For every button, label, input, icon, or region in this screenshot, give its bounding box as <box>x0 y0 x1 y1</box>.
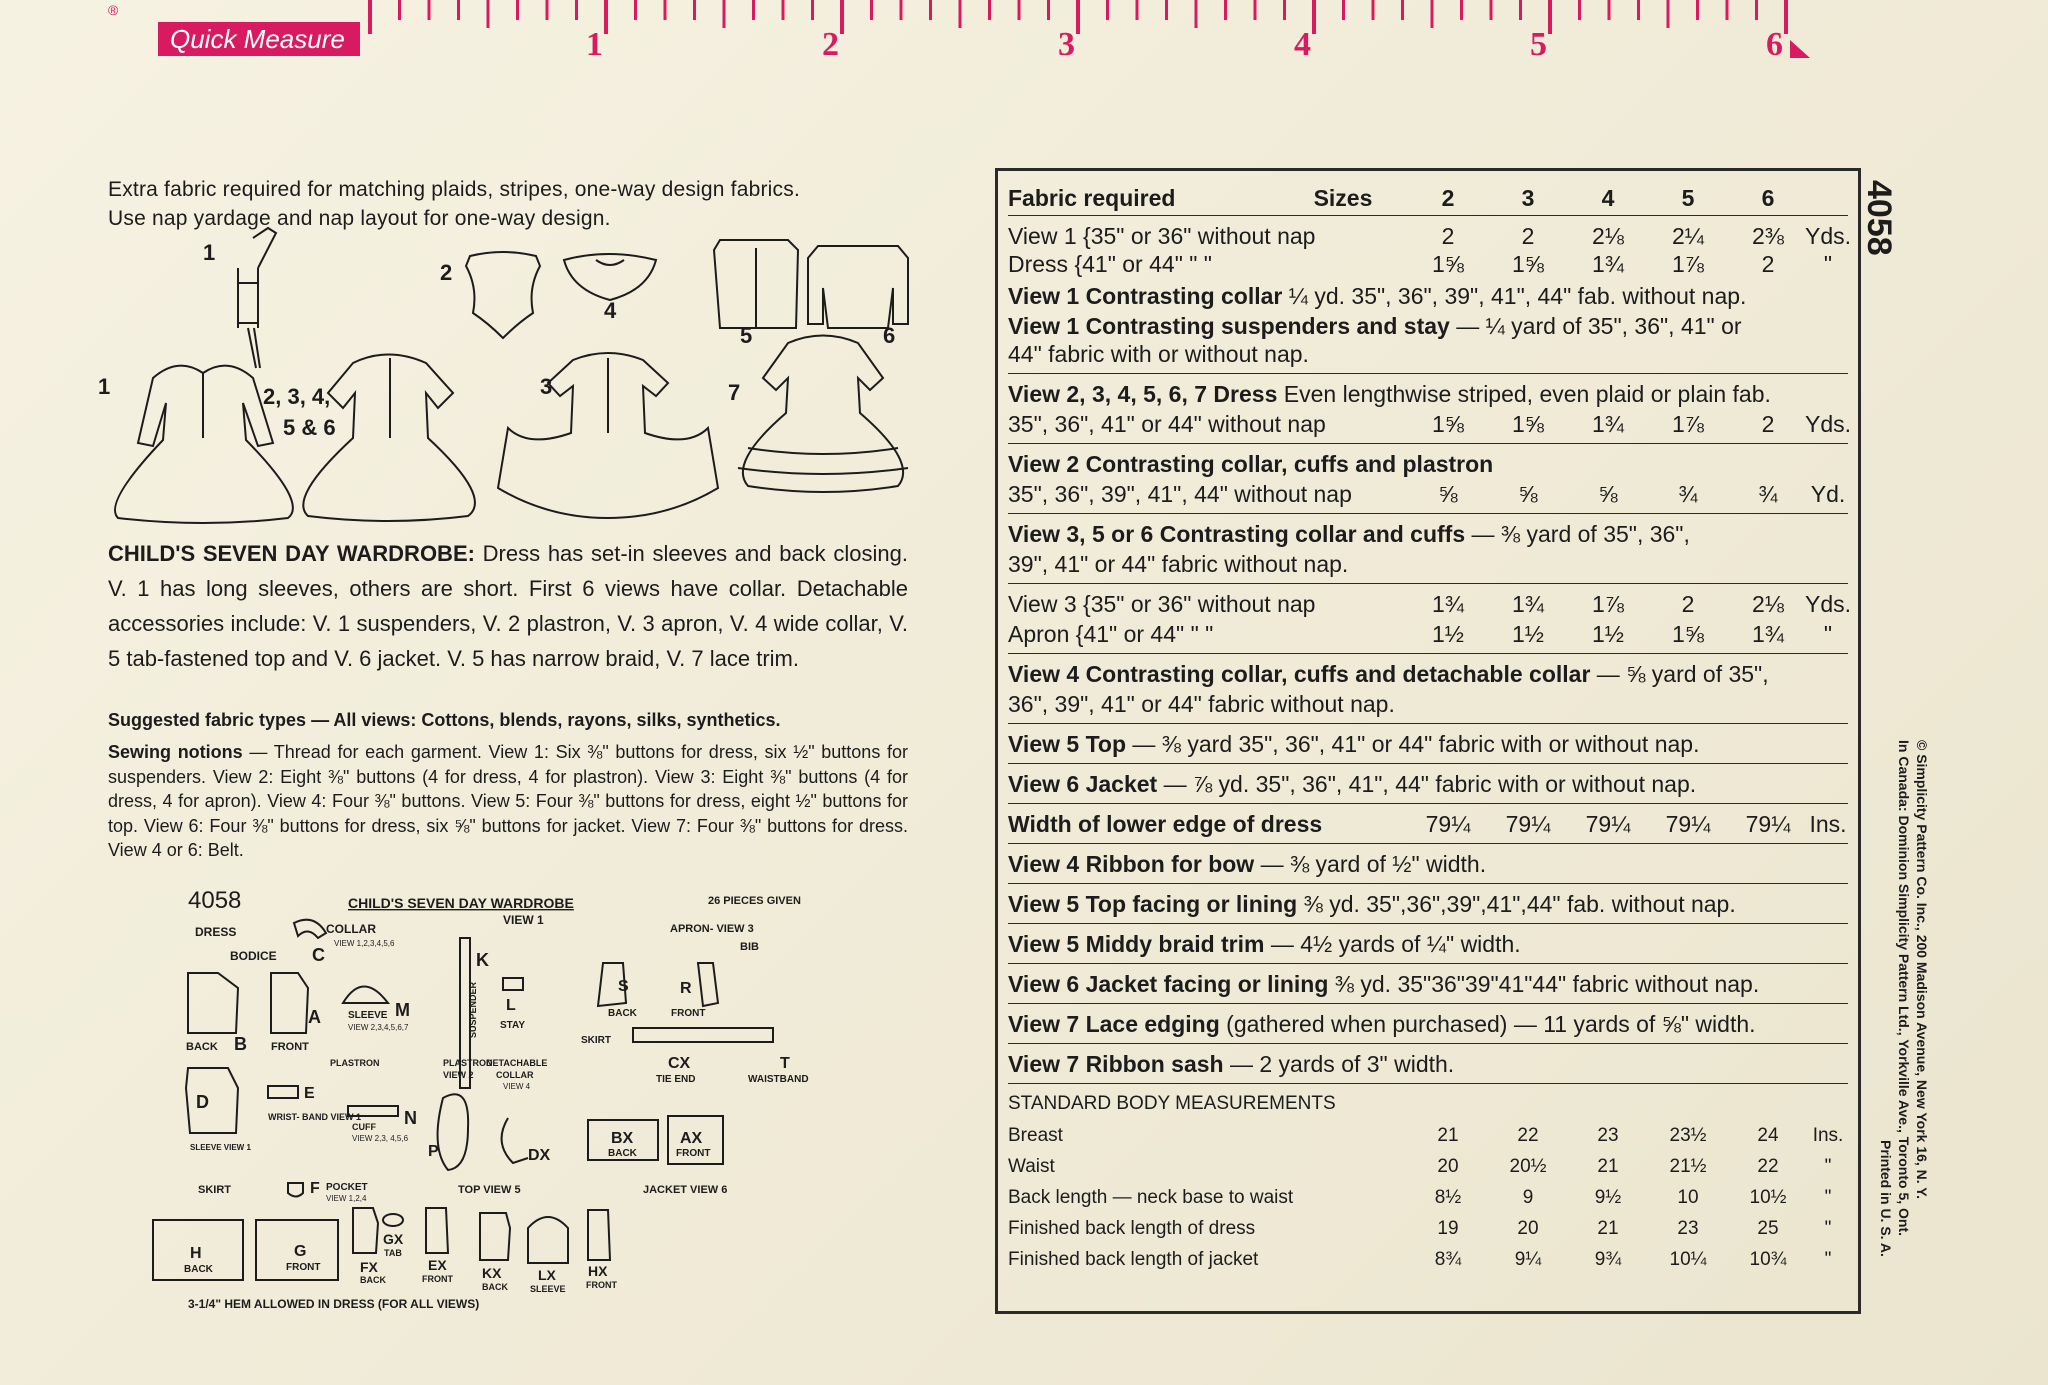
collar-views: VIEW 1,2,3,4,5,6 <box>334 939 395 948</box>
bodice-back-label: BACK <box>186 1041 218 1053</box>
v1-dress-b-label: Dress {41" or 44" " " <box>1008 251 1212 277</box>
apron-label: APRON- VIEW 3 <box>670 923 754 935</box>
breast-val-5: 23½ <box>1669 1125 1707 1146</box>
stay-piece <box>503 978 523 990</box>
top-front-label: FRONT <box>422 1274 453 1284</box>
bodice-b-letter: B <box>234 1034 247 1054</box>
back-len-val-6: 10½ <box>1749 1187 1787 1208</box>
illus-label-7: 7 <box>728 380 741 405</box>
pieces-pattern-number: 4058 <box>188 887 242 914</box>
illus-label-2-6: 2, 3, 4, <box>263 384 331 409</box>
body-title: STANDARD BODY MEASUREMENTS <box>1008 1093 1336 1114</box>
intro-line-2: Use nap yardage and nap layout for one-way design. <box>108 207 611 230</box>
collar-label: COLLAR <box>326 922 376 936</box>
v1b-val-3: 1⅝ <box>1512 251 1544 277</box>
ruler-ticks <box>370 0 1786 34</box>
bib-r-letter: R <box>680 980 692 997</box>
ruler-num-1: 1 <box>586 26 603 63</box>
fabric-types <box>108 708 908 732</box>
v2c-val-4: ⅝ <box>1598 481 1618 507</box>
header-size-3: 3 <box>1521 185 1535 211</box>
bodice-back-piece <box>188 973 238 1033</box>
jacket-front-label: FRONT <box>586 1280 617 1290</box>
pieces-dress: DRESS <box>195 925 237 939</box>
v3a-val-4: 1⅞ <box>1592 591 1624 617</box>
back-len-val-4: 9½ <box>1594 1187 1622 1208</box>
jacket-hx-letter: HX <box>588 1263 608 1279</box>
sleeve-v1-piece <box>186 1068 238 1133</box>
v3b-unit: " <box>1823 621 1833 647</box>
v3a-val-6: 2⅛ <box>1752 591 1784 617</box>
pieces-bodice: BODICE <box>230 949 277 963</box>
v4-text-2: 36", 39", 41" or 44" fabric without nap. <box>1008 691 1395 717</box>
view-illustrations <box>98 228 908 528</box>
jacket-back-label: BACK <box>482 1282 508 1292</box>
fin-dress-val-3: 20 <box>1517 1218 1539 1239</box>
skirt-label: SKIRT <box>198 1184 231 1196</box>
tie-end-label: TIE END <box>656 1074 696 1085</box>
fin-jacket-val-5: 10¼ <box>1669 1249 1707 1270</box>
v6-text: — ⅞ yd. 35", 36", 41", 44" fabric with or without nap. <box>1157 771 1697 797</box>
quick-measure-ruler <box>150 0 1850 70</box>
waist-unit: " <box>1824 1156 1832 1177</box>
illus-label-6: 6 <box>883 323 896 348</box>
v356-label: View 3, 5 or 6 Contrasting collar and cuffs <box>1008 521 1466 547</box>
sleeve-m-letter: M <box>395 1000 410 1020</box>
waist-val-2: 20 <box>1437 1156 1459 1177</box>
v1a-val-2: 2 <box>1441 223 1455 249</box>
description-text: Dress has set-in sleeves and back closing. V. 1 has long sleeves, others are short. First 6 views have collar. Detachable accessories include: V. 1 suspenders, V. 2 plastron, V. 3 apron, V. 4 wide collar, V. 5 tab-fastened top and V. 6 jacket. V. 5 has narrow braid, V. 7 lace trim. <box>108 541 908 671</box>
skirt-h-letter: H <box>190 1245 202 1262</box>
waistband-label: WAISTBAND <box>748 1074 809 1085</box>
registered-mark: ® <box>108 2 119 18</box>
sewing-notions <box>108 740 908 863</box>
jacket-sleeve-label: SLEEVE <box>530 1284 566 1294</box>
wide-collar-illustration <box>564 254 656 300</box>
tie-cx-letter: CX <box>668 1055 691 1072</box>
header-size-6: 6 <box>1761 185 1775 211</box>
waist-val-3: 20½ <box>1509 1156 1547 1177</box>
stay-label: STAY <box>500 1020 526 1031</box>
plastron-p-letter: P <box>428 1143 439 1160</box>
jacket-view6-label: JACKET VIEW 6 <box>643 1184 728 1196</box>
sewing-notions-text: — Thread for each garment. View 1: Six ⅜" buttons for dress, six ½" buttons for suspenders. View 2: Eight ⅜" buttons (4 for dress, 4 for plastron). View 3: Eight ⅜" buttons (4 for dress, 4 for apron). View 4: Four ⅜" buttons. View 5: Four ⅜" buttons for dress, eight ½" buttons for top. View 6: Four ⅜" buttons for dress, six ⅝" buttons for jacket. View 7: Four ⅜" buttons for dress. View 4 or 6: Belt. <box>108 742 909 860</box>
v2d-val-2: 1⅝ <box>1432 411 1464 437</box>
v2-dress-text: Even lengthwise striped, even plaid or plain fab. <box>1277 381 1771 407</box>
apron-bx-letter: BX <box>611 1130 634 1147</box>
sleeve-label: SLEEVE <box>348 1010 388 1021</box>
top-fx-letter: FX <box>360 1259 378 1275</box>
v7-lace-label: View 7 Lace edging <box>1008 1011 1220 1037</box>
v6-label: View 6 Jacket <box>1008 771 1158 797</box>
copyright-line-1: © Simplicity Pattern Co. Inc., 200 Madison Avenue, New York 16, N. Y. <box>1914 740 1930 1199</box>
v3b-val-3: 1½ <box>1512 621 1544 647</box>
fin-jacket-unit: " <box>1824 1249 1832 1270</box>
v6-facing-text: ⅜ yd. 35"36"39"41"44" fabric without nap. <box>1328 971 1760 997</box>
v5-braid-text: — 4½ yards of ¼" width. <box>1264 931 1521 957</box>
pieces-given: 26 PIECES GIVEN <box>708 895 801 907</box>
back-len-val-5: 10 <box>1677 1187 1699 1208</box>
collar-letter: C <box>312 945 325 965</box>
v2d-val-5: 1⅞ <box>1672 411 1704 437</box>
jacket-sleeve-piece <box>528 1217 568 1263</box>
sleeve-v1-label: SLEEVE VIEW 1 <box>190 1143 251 1152</box>
v5-braid-label: View 5 Middy braid trim <box>1008 931 1265 957</box>
detachable-collar-piece <box>502 1118 528 1163</box>
dress-3-apron-illustration <box>498 353 718 518</box>
breast-val-6: 24 <box>1757 1125 1779 1146</box>
back-len-val-3: 9 <box>1522 1187 1534 1208</box>
width-val-6: 79¼ <box>1745 811 1791 837</box>
plastron-label: PLASTRON <box>330 1058 380 1068</box>
intro-text <box>108 175 908 233</box>
v2-collar2-label: 35", 36", 39", 41", 44" without nap <box>1008 481 1352 507</box>
v2d-unit: Yds. <box>1804 411 1852 437</box>
v2c-unit: Yd. <box>1810 481 1846 507</box>
dress-7-illustration <box>738 336 908 493</box>
v7-lace-text: (gathered when purchased) — 11 yards of ⅝" width. <box>1219 1011 1756 1037</box>
detachable-label: DETACHABLE <box>486 1058 548 1068</box>
v3b-val-6: 1¾ <box>1752 621 1784 647</box>
plastron-label-2: PLASTRON <box>443 1058 493 1068</box>
cuff-n-letter: N <box>404 1108 417 1128</box>
v2c-val-2: ⅝ <box>1438 481 1458 507</box>
pattern-pieces-diagram <box>108 888 868 1318</box>
pattern-number-vertical <box>1858 180 1904 300</box>
back-len-unit: " <box>1824 1187 1832 1208</box>
v1a-val-3: 2 <box>1521 223 1535 249</box>
breast-val-4: 23 <box>1597 1125 1619 1146</box>
collar-piece <box>294 920 326 938</box>
breast-unit: Ins. <box>1812 1125 1844 1146</box>
bib-back-label: BACK <box>608 1008 637 1019</box>
collar-dx-letter: DX <box>528 1147 551 1164</box>
v1b-val-6: 2 <box>1761 251 1775 277</box>
top-front-piece <box>426 1208 448 1253</box>
fin-jacket-val-2: 8¾ <box>1434 1249 1462 1270</box>
top-illustration <box>714 240 798 328</box>
v1-susp-label: View 1 Contrasting suspenders and stay <box>1008 313 1450 339</box>
v2c-val-3: ⅝ <box>1518 481 1538 507</box>
v1b-val-5: 1⅞ <box>1672 251 1704 277</box>
v1a-val-5: 2¼ <box>1672 223 1704 249</box>
v2-dress-label: View 2, 3, 4, 5, 6, 7 Dress <box>1008 381 1278 407</box>
v1b-val-2: 1⅝ <box>1432 251 1464 277</box>
width-val-2: 79¼ <box>1425 811 1471 837</box>
v3a-unit: Yds. <box>1804 591 1852 617</box>
pocket-f-letter: F <box>310 1180 320 1197</box>
bib-s-letter: S <box>618 978 629 995</box>
v3a-val-5: 2 <box>1681 591 1695 617</box>
wristband-label: WRIST- BAND VIEW 1 <box>268 1112 362 1122</box>
bib-front-label: FRONT <box>671 1008 706 1019</box>
skirt-back-label: BACK <box>184 1264 213 1275</box>
v2d-val-3: 1⅝ <box>1512 411 1544 437</box>
sleeve-views: VIEW 2,3,4,5,6,7 <box>348 1023 409 1032</box>
ruler-num-5: 5 <box>1530 26 1547 63</box>
breast-label: Breast <box>1008 1125 1063 1146</box>
v2d-val-6: 2 <box>1761 411 1775 437</box>
apron-skirt-label: SKIRT <box>581 1035 611 1046</box>
detachable-view-label: VIEW 4 <box>503 1082 531 1091</box>
v4-ribbon-label: View 4 Ribbon for bow <box>1008 851 1255 877</box>
illus-label-1a: 1 <box>203 240 216 265</box>
sleeve-d-letter: D <box>196 1092 209 1112</box>
jacket-kx-letter: KX <box>482 1265 502 1281</box>
bib-label: BIB <box>740 941 759 953</box>
wristband-e-letter: E <box>304 1085 315 1102</box>
v2c-val-5: ¾ <box>1678 481 1698 507</box>
skirt-g-letter: G <box>294 1243 307 1260</box>
width-val-5: 79¼ <box>1665 811 1711 837</box>
illus-label-1b: 1 <box>98 374 111 399</box>
fin-dress-val-2: 19 <box>1437 1218 1459 1239</box>
fin-jacket-val-4: 9¾ <box>1594 1249 1622 1270</box>
v3a-val-2: 1¾ <box>1432 591 1464 617</box>
header-size-4: 4 <box>1601 185 1615 211</box>
pocket-piece <box>288 1183 303 1197</box>
illus-label-2: 2 <box>440 260 453 285</box>
fin-dress-val-4: 21 <box>1597 1218 1619 1239</box>
v1-collar-text: ¼ yd. 35", 36", 39", 41", 44" fab. without nap. <box>1282 283 1747 309</box>
v5-facing-label: View 5 Top facing or lining <box>1008 891 1298 917</box>
v356-text: — ⅜ yard of 35", 36", <box>1465 521 1690 547</box>
plastron-view-label: VIEW 2 <box>443 1070 474 1080</box>
copyright-line-2: In Canada: Dominion Simplicity Pattern Ltd., Yorkville Ave., Toronto 5, Ont. <box>1896 740 1912 1237</box>
breast-val-2: 21 <box>1437 1125 1459 1146</box>
fin-jacket-label: Finished back length of jacket <box>1008 1249 1259 1270</box>
v3-apron-b-label: Apron {41" or 44" " " <box>1008 621 1214 647</box>
v1-susp-text-2: 44" fabric with or without nap. <box>1008 341 1309 367</box>
tie-end-piece <box>633 1028 773 1042</box>
fin-dress-unit: " <box>1824 1218 1832 1239</box>
waistband-t-letter: T <box>780 1055 790 1072</box>
cuff-label: CUFF <box>352 1122 376 1132</box>
bib-front-piece <box>698 963 718 1006</box>
ruler-arrow <box>1790 40 1810 58</box>
v1a-val-6: 2⅜ <box>1752 223 1784 249</box>
ruler-num-3: 3 <box>1058 26 1075 63</box>
v1-dress-a-label: View 1 {35" or 36" without nap <box>1008 223 1316 249</box>
skirt-front-label: FRONT <box>286 1262 321 1273</box>
width-val-4: 79¼ <box>1585 811 1631 837</box>
tab-gx-letter: GX <box>383 1231 404 1247</box>
jacket-lx-letter: LX <box>538 1267 556 1283</box>
fabric-types-label: Suggested fabric types <box>108 710 307 730</box>
fabric-types-text: — All views: Cottons, blends, rayons, silks, synthetics. <box>306 710 781 730</box>
detachable-collar-label: COLLAR <box>496 1070 534 1080</box>
ruler-label: Quick Measure <box>170 24 345 54</box>
waist-label: Waist <box>1008 1156 1055 1177</box>
suspenders-illustration <box>238 228 276 368</box>
fin-dress-label: Finished back length of dress <box>1008 1218 1256 1239</box>
suspender-k-letter: K <box>476 950 489 970</box>
waist-val-4: 21 <box>1597 1156 1619 1177</box>
fabric-requirements-table <box>995 168 1861 1314</box>
v2c-val-6: ¾ <box>1758 481 1778 507</box>
ruler-num-4: 4 <box>1294 26 1311 63</box>
description-title: CHILD'S SEVEN DAY WARDROBE: <box>108 541 475 566</box>
v6-facing-label: View 6 Jacket facing or lining <box>1008 971 1329 997</box>
tab-piece <box>383 1214 403 1226</box>
waist-val-5: 21½ <box>1669 1156 1707 1177</box>
back-len-val-2: 8½ <box>1434 1187 1462 1208</box>
v2d-val-4: 1¾ <box>1592 411 1624 437</box>
v5-facing-text: ⅜ yd. 35",36",39",41",44" fab. without nap. <box>1297 891 1736 917</box>
cuff-views: VIEW 2,3, 4,5,6 <box>352 1134 409 1143</box>
copyright-vertical <box>1875 740 1935 1300</box>
pieces-title: CHILD'S SEVEN DAY WARDROBE <box>348 895 574 911</box>
illus-label-5-6: 5 & 6 <box>283 415 336 440</box>
illus-label-5: 5 <box>740 323 753 348</box>
waist-val-6: 22 <box>1757 1156 1779 1177</box>
v7-ribbon-label: View 7 Ribbon sash <box>1008 1051 1224 1077</box>
plastron-illustration <box>466 252 540 338</box>
v5-text: — ⅜ yard 35", 36", 41" or 44" fabric with or without nap. <box>1126 731 1700 757</box>
v4-label: View 4 Contrasting collar, cuffs and detachable collar <box>1008 661 1591 687</box>
fin-jacket-val-6: 10¾ <box>1749 1249 1787 1270</box>
pocket-label: POCKET <box>326 1182 368 1193</box>
top-ex-letter: EX <box>428 1257 447 1273</box>
bodice-front-label: FRONT <box>271 1041 309 1053</box>
top-back-piece <box>353 1208 378 1253</box>
wardrobe-description <box>108 536 908 676</box>
jacket-front-piece <box>588 1210 610 1260</box>
width-label: Width of lower edge of dress <box>1008 811 1323 837</box>
v4-text: — ⅝ yard of 35", <box>1590 661 1769 687</box>
v3-apron-a-label: View 3 {35" or 36" without nap <box>1008 591 1316 617</box>
apron-back-label: BACK <box>608 1148 637 1159</box>
header-fabric-required: Fabric required <box>1008 185 1176 211</box>
v1-collar-label: View 1 Contrasting collar <box>1008 283 1283 309</box>
v1a-val-4: 2⅛ <box>1592 223 1624 249</box>
ruler-num-2: 2 <box>822 26 839 63</box>
intro-line-1: Extra fabric required for matching plaids, stripes, one-way design fabrics. <box>108 178 800 201</box>
ruler-num-6: 6 <box>1766 26 1783 63</box>
hem-note: 3-1/4" HEM ALLOWED IN DRESS (FOR ALL VIEWS) <box>188 1297 480 1311</box>
sewing-notions-label: Sewing notions <box>108 742 243 762</box>
jacket-illustration <box>808 246 908 328</box>
bodice-front-piece <box>271 973 308 1033</box>
top-back-label: BACK <box>360 1275 386 1285</box>
apron-ax-letter: AX <box>680 1130 703 1147</box>
apron-front-label: FRONT <box>676 1148 711 1159</box>
sidebar-pattern-number: 4058 <box>1860 180 1898 256</box>
width-val-3: 79¼ <box>1505 811 1551 837</box>
sleeve-piece <box>343 987 388 1004</box>
v1a-unit: Yds. <box>1804 223 1852 249</box>
v5-label: View 5 Top <box>1008 731 1127 757</box>
v3b-val-2: 1½ <box>1432 621 1464 647</box>
v2-dress2-label: 35", 36", 41" or 44" without nap <box>1008 411 1326 437</box>
v2-collar-label: View 2 Contrasting collar, cuffs and plastron <box>1008 451 1494 477</box>
v1b-unit: " <box>1823 251 1833 277</box>
v3b-val-5: 1⅝ <box>1672 621 1704 647</box>
v1b-val-4: 1¾ <box>1592 251 1624 277</box>
tab-label: TAB <box>384 1248 402 1258</box>
pocket-views: VIEW 1,2,4 <box>326 1194 367 1203</box>
v4-ribbon-text: — ⅜ yard of ½" width. <box>1254 851 1487 877</box>
illus-label-4: 4 <box>604 298 617 323</box>
view1-label: VIEW 1 <box>503 913 544 927</box>
header-size-2: 2 <box>1441 185 1455 211</box>
plastron-piece <box>438 1094 469 1170</box>
v3b-val-4: 1½ <box>1592 621 1624 647</box>
fin-dress-val-6: 25 <box>1757 1218 1779 1239</box>
suspender-label: SUSPENDER <box>468 981 478 1038</box>
bodice-a-letter: A <box>308 1007 321 1027</box>
illus-label-3: 3 <box>540 374 553 399</box>
printed-in-usa: Printed in U. S. A. <box>1878 1140 1894 1257</box>
header-size-5: 5 <box>1681 185 1695 211</box>
header-sizes: Sizes <box>1313 185 1373 211</box>
v7-ribbon-text: — 2 yards of 3" width. <box>1223 1051 1455 1077</box>
v1-susp-text: — ¼ yard of 35", 36", 41" or <box>1449 313 1742 339</box>
stay-l-letter: L <box>506 997 516 1014</box>
fin-dress-val-5: 23 <box>1677 1218 1699 1239</box>
v3a-val-3: 1¾ <box>1512 591 1544 617</box>
jacket-back-piece <box>480 1213 510 1260</box>
back-length-label: Back length — neck base to waist <box>1008 1187 1294 1208</box>
fin-jacket-val-3: 9¼ <box>1514 1249 1542 1270</box>
wristband-piece <box>268 1086 298 1098</box>
v356-text-2: 39", 41" or 44" fabric without nap. <box>1008 551 1349 577</box>
breast-val-3: 22 <box>1517 1125 1539 1146</box>
width-unit: Ins. <box>1809 811 1847 837</box>
top-view5-label: TOP VIEW 5 <box>458 1184 521 1196</box>
